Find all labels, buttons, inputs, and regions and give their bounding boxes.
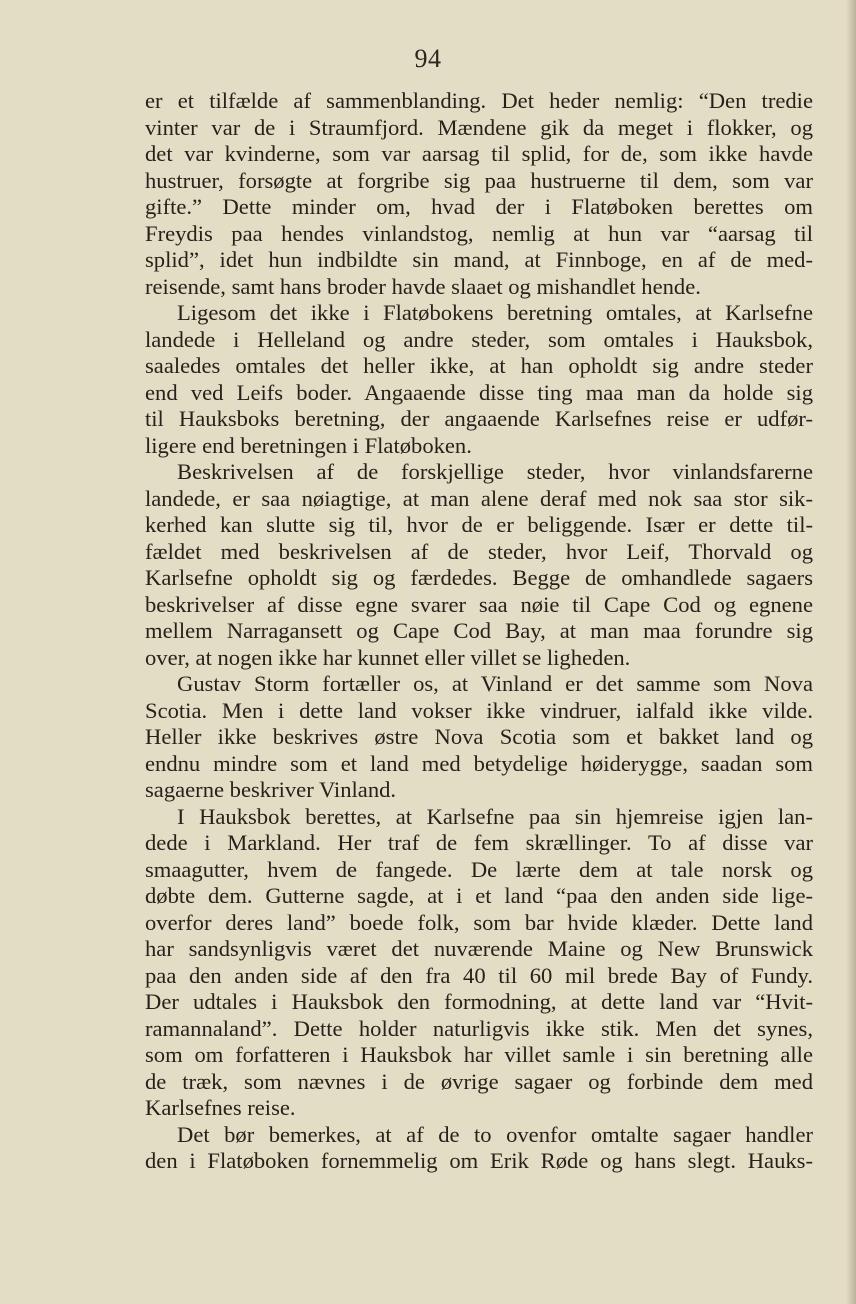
text-line: splid”, idet hun indbildte sin mand, at Finnboge, en af de med-: [145, 247, 813, 272]
page-number: 94: [414, 44, 442, 73]
text-line: ramannaland”. Dette holder naturligvis ikke stik. Men det synes,: [145, 1015, 813, 1041]
text-line: kerhed kan slutte sig til, hvor de er beliggende. Især er dette til-: [145, 512, 813, 537]
text-line: vinter var de i Straumfjord. Mændene gik da meget i flokker, og: [145, 114, 813, 140]
text-line: Beskrivelsen af de forskjellige steder, hvor vinlandsfarerne: [177, 459, 813, 484]
text-line: til Hauksboks beretning, der angaaende Karlsefnes reise er udfør-: [145, 406, 813, 431]
text-line: de træk, som nævnes i de øvrige sagaer og forbinde dem med: [145, 1068, 813, 1094]
text-line: saaledes omtales det heller ikke, at han opholdt sig andre steder: [145, 353, 813, 378]
text-line: som om forfatteren i Hauksbok har villet samle i sin beretning alle: [145, 1042, 813, 1067]
text-line: hustruer, forsøgte at forgribe sig paa hustruerne til dem, som var: [145, 167, 813, 193]
text-line: er et tilfælde af sammenblanding. Det heder nemlig: “Den tredie: [145, 88, 813, 113]
text-line: fældet med beskrivelsen af de steder, hvor Leif, Thorvald og: [145, 538, 813, 564]
text-line: Scotia. Men i dette land vokser ikke vindruer, ialfald ikke vilde.: [145, 697, 813, 723]
body-text: [145, 88, 813, 1175]
page-edge-shadow: [846, 0, 856, 1304]
text-line: overfor deres land” boede folk, som bar hvide klæder. Dette land: [145, 909, 813, 935]
text-line: gifte.” Dette minder om, hvad der i Flatøboken berettes om: [145, 194, 813, 219]
text-line: endnu mindre som et land med betydelige høiderygge, saadan som: [145, 750, 813, 776]
text-line: Ligesom det ikke i Flatøbokens beretning omtales, at Karlsefne: [177, 300, 813, 325]
text-line: Heller ikke beskrives østre Nova Scotia som et bakket land og: [145, 724, 813, 749]
text-line: Det bør bemerkes, at af de to ovenfor omtalte sagaer handler: [177, 1121, 813, 1147]
text-line: over, at nogen ikke har kunnet eller villet se ligheden.: [145, 644, 631, 670]
text-line: landede i Helleland og andre steder, som omtales i Hauksbok,: [145, 326, 813, 352]
text-line: har sandsynligvis været det nuværende Maine og New Brunswick: [145, 936, 813, 961]
text-line: beskrivelser af disse egne svarer saa nøie til Cape Cod og egnene: [145, 591, 813, 617]
text-line: I Hauksbok berettes, at Karlsefne paa sin hjemreise igjen lan-: [177, 803, 813, 829]
text-line: Freydis paa hendes vinlandstog, nemlig at hun var “aarsag til: [145, 220, 813, 246]
text-line: sagaerne beskriver Vinland.: [145, 777, 397, 802]
text-line: landede, er saa nøiagtige, at man alene deraf med nok saa stor sik-: [145, 485, 813, 511]
text-line: Gustav Storm fortæller os, at Vinland er det samme som Nova: [177, 671, 813, 696]
text-line: Karlsefne opholdt sig og færdedes. Begge de omhandlede sagaers: [145, 565, 813, 590]
text-line: den i Flatøboken fornemmelig om Erik Røde og hans slegt. Hauks-: [145, 1148, 813, 1173]
text-line: Karlsefnes reise.: [145, 1095, 296, 1120]
text-line: ligere end beretningen i Flatøboken.: [145, 432, 472, 458]
text-line: reisende, samt hans broder havde slaaet og mishandlet hende.: [145, 273, 701, 299]
text-line: mellem Narragansett og Cape Cod Bay, at man maa forundre sig: [145, 618, 813, 643]
text-line: døbte dem. Gutterne sagde, at i et land “paa den anden side lige-: [145, 883, 813, 908]
text-line: paa den anden side af den fra 40 til 60 mil brede Bay of Fundy.: [145, 962, 813, 988]
text-line: end ved Leifs boder. Angaaende disse ting maa man da holde sig: [145, 379, 813, 405]
text-line: det var kvinderne, som var aarsag til splid, for de, som ikke havde: [145, 141, 813, 166]
text-line: Der udtales i Hauksbok den formodning, at dette land var “Hvit-: [145, 989, 813, 1014]
text-line: dede i Markland. Her traf de fem skrællinger. To af disse var: [145, 830, 813, 855]
text-line: smaagutter, hvem de fangede. De lærte dem at tale norsk og: [145, 856, 813, 882]
